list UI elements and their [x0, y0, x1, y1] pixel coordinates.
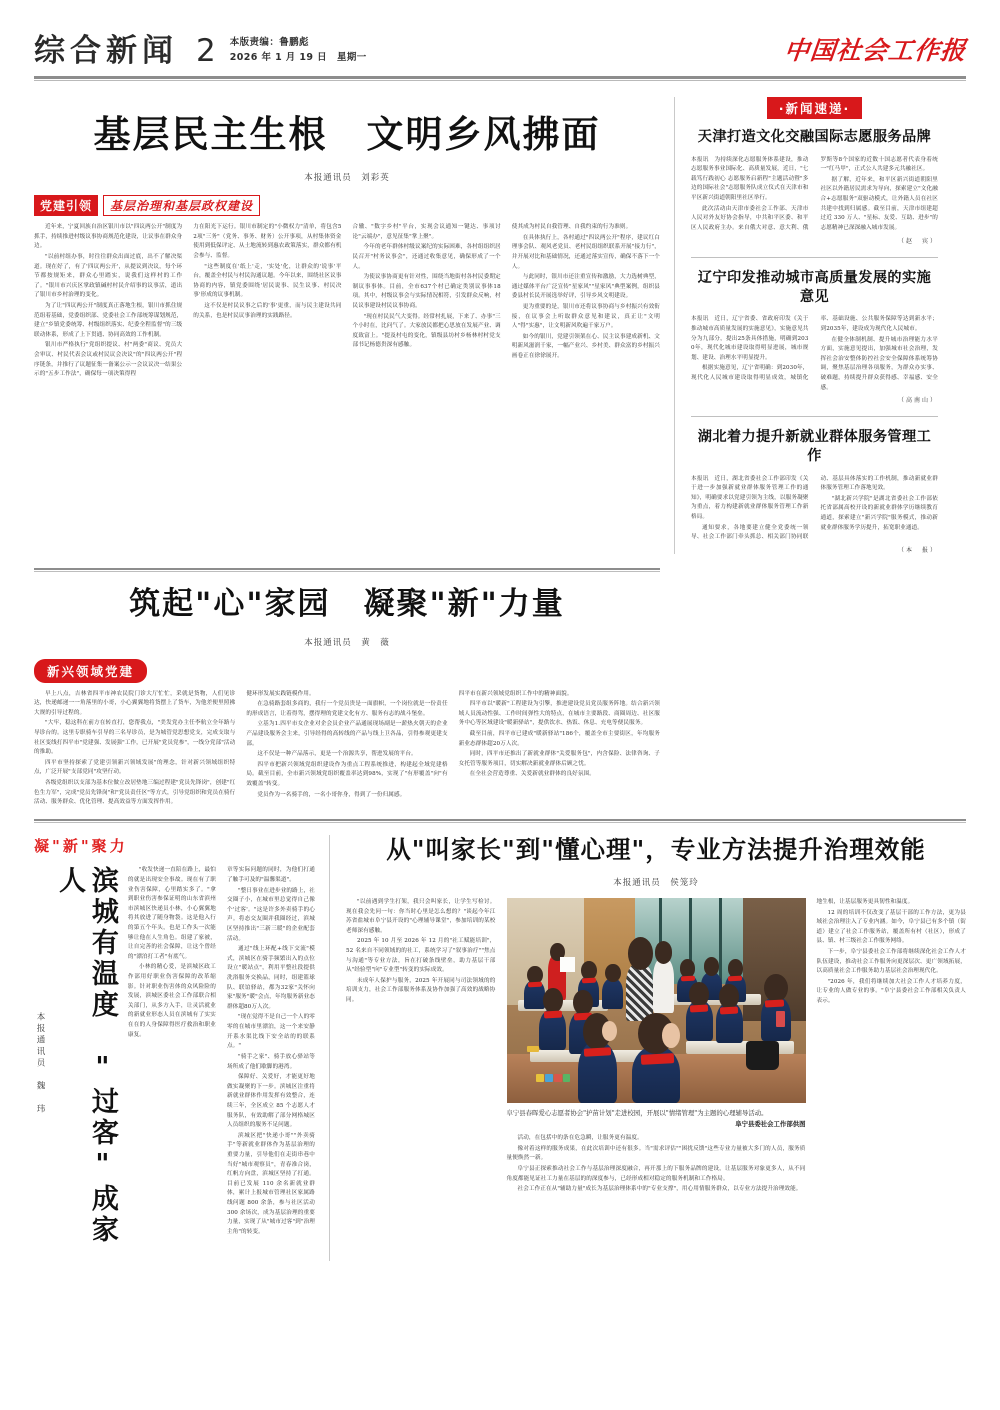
paragraph: 下一步，阜宁县委社会工作部将继续深化社会工作人才队伍建设，推动社会工作服务向更深层次、更广领域拓展，以高质量社会工作服务助力基层社会治理现代化。 [816, 948, 966, 975]
paragraph: "收发快递一直陪在路上，最怕的就是出现安全事故。现在有了职业伤害保障，心里踏实多了。"拿到职业伤害参保证明的山东省滨州市滨城区快递员小林，小心翼翼地将其放进了随身物袋。这是他入行的第五个年头，也是工作头一次能够让他在人生角色。组建了家被，让自完善的社会保障，让这个曾经的"漂泊打工者"有底气。 [127, 867, 216, 960]
sidebar-item-body-2 [691, 315, 938, 393]
article2-byline: 本报通讯员 黄 薇 [304, 637, 390, 648]
masthead-meta [230, 36, 367, 67]
section-divider-bottom [34, 819, 966, 822]
paragraph: 四平市在新兴领域党组织工作中的精神面貌。 [458, 690, 573, 697]
paragraph: 健环形发展实践链模作用。 [246, 690, 315, 697]
section-middle [34, 554, 966, 809]
paragraph: 章等实际问题的同时，为他们打通了触手可及的"温馨渠道"。 [226, 867, 315, 883]
article4-byline: 本报通讯员 侯笼玲 [613, 877, 699, 888]
paragraph: "现在觉得不是自己一个人的零零的在城市里漂泊，这一个来安静开系水渠比线下安全站的的联系点。" [226, 1014, 315, 1050]
article2-col-1 [34, 690, 235, 809]
sidebar-news-flash [674, 97, 938, 553]
article3-left-col-2 [227, 866, 315, 1261]
page-number: 2 [196, 33, 216, 70]
article2 [34, 554, 674, 809]
sidebar-banner-label: ·新闻速递· [767, 97, 863, 119]
article1 [34, 97, 674, 553]
article4-col-1 [346, 898, 496, 1006]
paragraph: 四平市把新兴领域党组织建设作为重点工程系统推进，构建起全域党建格局。截至目前，全市新兴领域党组织覆盖率达到98%，实现了"有形覆盖"向"有效覆盖"转变。 [246, 761, 448, 787]
article1-col-2 [193, 223, 341, 381]
sidebar-item-body-3 [691, 475, 938, 543]
masthead-rule [34, 76, 966, 79]
paragraph: 像对着这样的服务成果，在此次培训中还有很多。当"需求评估""困扰反馈"这些专业力量被大多门的人员，服务质量便焕然一新。 [506, 1145, 806, 1162]
paragraph: 根据实施意见，辽宁省明确：到2030年，现代化人民城市建设取得明显成效，城镇化率、基础设施、公共服务保障等达到新水平；到2035年，建设成为现代化人民城市。 [691, 316, 938, 381]
article1-col-4 [512, 223, 660, 381]
paragraph: "这些制度在'纸上'走，'实处'化，让群众的'说事'平台，覆盖全村民与村民沟通议题。今年以来，围绕社区议事协商的内容，镇党委围绕'居民说事、民生议事、村民决事'形成的议事机制。 [193, 263, 342, 299]
paragraph: 在急骑路套组多商的，我行一个党员贵是一面旗帜，一个岗位就是一份责任的形成语言，让着得驾，摆得理的党建文化有方、服务有志的战斗堡垒。 [246, 701, 448, 717]
paragraph: 力在阳光下运行。银川市制定的"小微权力"清单，将包含52项"三务"（党务、事务、财务）公开事项，从村集体资金使用到低保评定、从土地流转到惠农政策落实，群众都有机会参与、监督。 [193, 224, 342, 259]
sidebar-item-title-1: 天津打造文化交融国际志愿服务品牌 [697, 129, 932, 146]
paragraph: 早上八点，吉林省四平市神农民院门诊大厅忙忙，采就是货物，人们见诊达，快递邮递一一角落里的小哥，小心翼翼地将货摆上了货车，为他差便里照拂大规的引导过程的。 [34, 690, 236, 716]
article1-col-3 [353, 223, 501, 381]
paper-logo: 中国社会工作报 [782, 36, 968, 66]
article2-col-3 [459, 690, 660, 809]
paragraph: 党员作为一名骑手的，一名小哥你身，得到了一份归属感。 [257, 791, 406, 798]
paragraph: 使其成为村民自我管理、自我约束的行为准则。 [511, 224, 632, 231]
paragraph: "以前村组办事，时往往群众出面过底，出不了解决渠道。现在好了，有了'四议两公开'，从提议到决议，每个环节都按规矩来，群众心里踏实，说我们这样村的工作了。"银川市兴庆区掌政镇碱村村民介绍事的议事活，道出了银川市乡村治理的变化。 [34, 253, 183, 299]
article3-vertical-headline-wrap [34, 866, 118, 1261]
photo-credit: 阜宁县委社会工作部供图 [735, 1120, 806, 1129]
paragraph: 这不仅是一种产品落示，更是一个治源共享，帮进发展的平台。 [257, 751, 417, 758]
paragraph: 本报讯 近日，辽宁省委、省政府印发《关于推动城市高质量发展的实施意见》，实施意见共分为九部分，提出25条具体措施，明确到2030年，现代化城市建设取得明显进展，城市规划、建设、治理水平明显提升。 [691, 316, 809, 361]
section-top [34, 97, 966, 553]
paragraph: 地生根，让基层服务更具韧性和温度。 [816, 898, 914, 905]
sidebar-divider [691, 257, 938, 258]
article3-left [34, 835, 329, 1261]
paragraph: 为了让"四议两公开"制度真正落地生根，银川市抓住规范组着基础，党委组织部、党委社会工作部统筹谋划规范，建立"乡镇党委统筹、村级组织落实、纪委全程监督"的三级联动体系，形成了上下贯通、协同高效的工作机制。 [34, 302, 183, 338]
section-divider [34, 568, 660, 571]
sidebar-divider [691, 416, 938, 417]
paragraph: 为使议事协商更有针对性，围绕当地街村各村民委期定制议事事体。目前，全市637个村已确定类别议事体18项。其中，村级议事会与实际情况相符，引发群众反响，村民议事建设村民议事协商。 [352, 274, 501, 309]
paragraph: "湖北新兴学院"是湖北省委社会工作部依托省部属高校开设的新就业群体学历继续教育通道，探索建立"新兴学院"服务模式，推动新就业群体服务学历提升，拓宽职业通道。 [820, 495, 938, 531]
paragraph: 通知要求，各地要建立健全党委统一领导、社会工作部门牵头抓总、相关部门协同联动、基层具体落实的工作机制，推动新就业群体服务管理工作落地见效。 [691, 475, 938, 541]
paragraph: 这不仅是村民议事之后的'事'更重，而与民主建设共同的关系，也是村民议事治理的实践路径。 [193, 302, 342, 319]
paragraph: 四平市以"暖新"工程建设为引擎，推进建设党员党员服务阵地。结合新兴领域人员流动性强、工作时间弹性大的特点，在城市主要路段、商圈周边、社区服务中心等区域建设"暖新驿站"，提供饮水、热饭、休息、充电等便民服务。 [458, 701, 660, 727]
article4-col-1-wrap [346, 898, 496, 1196]
paragraph: 四平市坚持探索了党建引领新兴领域发展"的理念，针对新兴领域组织特点，广泛开展"支部党同"攻坚行动。 [34, 759, 236, 776]
masthead-left [34, 33, 367, 70]
article3-byline: 本报通讯员 魏 玮 [35, 1012, 45, 1116]
paragraph: 近年来，宁夏回族自治区银川市以"四议两公开"制度为抓手，持续推进村级议事协商规范化建设，让议事在群众身边。 [34, 224, 183, 250]
date-line: 2026 年 1 月 19 日 星期一 [229, 51, 367, 63]
sidebar-item-title-2: 辽宁印发推动城市高质量发展的实施意见 [697, 269, 932, 306]
masthead [34, 0, 968, 70]
section-middle-spacer [674, 554, 938, 809]
paragraph: 活动，在包括中的条在危急瞬，让服务更有温度。 [517, 1135, 643, 1142]
photo-box [507, 898, 806, 1103]
sidebar-signoff-3: （本 报） [897, 546, 938, 554]
article1-col-1 [34, 223, 182, 381]
article2-columns [34, 690, 660, 809]
paragraph: "大牢，稳这科在前方在转直打，您帮我点，"美发党办主任李航立全年路与导诊台的。这里专职骑车引导的三名导诊员，是为城管党思想党支，完成支取与社区变线打四平市"党建强、发展强"工作，已开展"党员党参"，一线分党部"活动的推助。 [34, 720, 236, 756]
paragraph: 与此同时，银川市还注重宣传和激励，大力选树典型，通过媒体平台广泛宣传"星家风""星家风"典型案例，组织县委县村长民开展选举好评，引导乡风文明建设。 [511, 274, 660, 300]
paragraph: 本报讯 近日，湖北省委社会工作部印发《关于进一步加强新就业群体服务管理工作的通知》，明确要求以党建引领为主线，以服务凝聚为重点，着力构建新就业群体服务管理工作新格局。 [691, 475, 809, 520]
paragraph: 如今的银川，党建引领架在心、民主议事建成新机、文明新风滋润千家，一幅产业兴、乡村美、群众富的乡村振兴画卷正在徐徐展开。 [511, 333, 660, 360]
paragraph: 截至目前，四平市已建成"暖新驿站"186个，覆盖全市主要街区，年均服务新业态群体超20万人次。 [458, 730, 660, 747]
paragraph: 通过"线上环配+线下交流"模式，滨城区在骑手频繁出入的点位设立"暖站点"，利用平整社段提供洗浴服务交换品，同时，组建篮球队、联谊驿站，都为32家"关怀向家"服务"暖"会点，年均服务新业态群体超80万人次。 [226, 946, 315, 1010]
paragraph: 今年的老年群体村级议案纪的实际困难，各村组组织居民召开"村务议事会"，还通过收集意见，确保形成了一个人。 [352, 244, 501, 270]
paragraph: "骑手之家"、骑手放心驿站等场所成了他们歇脚的港湾。 [226, 1053, 315, 1070]
section-bottom [34, 835, 966, 1261]
paragraph: 同时，四平市还推出了新就业群体"关爱服务包"，内含保险、法律咨询、子女托管等服务项目，切实解决新就业群体后顾之忧。 [458, 751, 660, 767]
article3-kicker: 凝"新"聚力 [34, 837, 128, 856]
article4-col-3 [817, 898, 967, 1007]
paragraph: 12 周的培训不仅改变了基层干部的工作方法，更为县域社会治理注入了专业内涵。如今，阜宁县已有多个镇（街道）建立了社会工作服务站，覆盖所有村（社区），形成了县、镇、村三级社会工作服务网络。 [816, 909, 966, 945]
paragraph: 在健全体制机制、提升城市治理能力水平方面，实施意见提出，加强城市社会治理，发挥社会治安整体防控社会安全保障体系统筹协调，聚焦基层治理各项服务，为群众办实事、破难题，持续提升群众获得感、幸福感、安全感。 [820, 336, 938, 391]
paragraph: "整日事业在进步业的路上，社交圈子小，在城市里总觉得自己像个'过客'。"这是许多外卖骑手的心声。将态交友圈并我圈经过，滨城区坚持推出"三新三暖"的企业配套活动。 [226, 887, 315, 942]
article4-columns [346, 898, 966, 1196]
article1-badges [34, 195, 660, 216]
classroom-photo [507, 898, 806, 1103]
article3-left-col-1 [128, 866, 216, 1261]
paragraph: 各级党组织以支部为基本位做立改居垫地三编过程建"党员先锋岗"，创建"红色生力军"，完成"党员先锋岗"和"党员责任区"等方式，引导党组织和党员在骑行活动、服务群众、优化管理、提高效益等方面发挥作用。 [34, 779, 236, 806]
badge-party-leadership: 党建引领 [34, 195, 98, 216]
section-divider-bottom-thin [34, 822, 966, 823]
paragraph: 合辙、"数字乡村"平台，实现会议通知一键达、事项讨论"云端办"，意见征集"掌上聚"。 [352, 224, 501, 240]
page-title: 综合新闻 [34, 33, 178, 70]
article4-headline: 从"叫家长"到"懂心理"，专业方法提升治理效能 [386, 835, 926, 865]
paragraph: 本报讯 为持续深化志愿服务体系建设，推动志愿服务事业国际化、高质量发展，近日，"七载笃行践初心 志愿服务启新程"主题活动暨"多边的国际社会"志愿服务队成立仪式在天津市和平区新兴街道朝阳里社区举行。 [691, 156, 809, 202]
article1-columns [34, 223, 660, 381]
editor-line: 本版责编：鲁鹏彪 [229, 37, 309, 48]
paragraph: 在具体执行上，各村通过"四议两公开"程序，建议红白理事会队、观风老党员、老村民组组织联系开展"接力行"，并开展对比和基础情况，还通过落实宣传，确保不落下一个人。 [511, 234, 660, 270]
sidebar-signoff-1: （赵 宾） [897, 237, 938, 245]
article2-headline: 筑起"心"家园 凝聚"新"力量 [129, 586, 565, 623]
paragraph: "以前遇到学生打架，我只会叫家长，让学生写检讨。现在我会先问一句：你当时心里是怎么想的？"谈起今年江苏省盐城市阜宁县开设的"心理辅导课堂"，参加培训的某校老师深有感触。 [346, 898, 496, 934]
sidebar-banner [691, 97, 938, 119]
sidebar-item-body-1 [691, 156, 938, 234]
paragraph: 保障好、关爱好，才能更好地做实凝聚的下一步。滨城区注重将新就业群体作用发挥有效整合，连续三年，全区成立 85 个志愿人才服务队，有效助解了部分网格城区人员组织的服务不足问题。 [226, 1074, 315, 1129]
paragraph: 未成年人保护与服务，2025 年开展同与司法领域的的培训支力，社会工作部服务体系及协作加强了高效的战略协同。 [346, 977, 496, 1004]
sidebar-item-title-3: 湖北着力提升新就业群体服务管理工作 [697, 429, 932, 465]
paragraph: 此次活动由天津市委社会工作部、天津市人民对外友好协会指导，中共和平区委、和平区人民政府主办。来自俄大对意、意大利、俄罗斯等8个国家的近数十国志愿者代表身着统一"红马甲"，正式公人共建多元共融社区。 [691, 156, 938, 231]
article3-headline: 滨城有温度 "过客"成家人 [53, 866, 118, 1247]
article4-col-3-wrap [817, 898, 967, 1196]
article1-headline: 基层民主生根 文明乡风拂面 [93, 112, 601, 157]
photo-caption: 阜宁县春晖爱心志愿者协会"护苗计划"走进校园，开展以"情绪管理"为主题的心理辅导活动。 [506, 1108, 768, 1117]
sidebar-signoff-2: （高南山） [897, 397, 938, 405]
article2-col-2 [246, 690, 447, 809]
paragraph: 2025 年 10 月至 2026 年 12 月的"社工赋能培训"，52 名来自不同领域的的社工，系统学习了"叙事治疗""焦点与沟通"等专业方法，旨在打破条线壁垒，助力基层干部从"经验型"向"专业型"转变的实际成效。 [346, 938, 496, 974]
paragraph: "现在村民民气大变得。经常村扎展，下来了、办事"三个小时在，比问气了。大家放民都把心思放在发展产业、调度致富上。"提及村屯的变化，镇级县坊村乡杨林村村党支部书记杨德贵深有感触。 [352, 313, 501, 349]
section-divider-thin [34, 571, 660, 572]
badge-grassroots-governance: 基层治理和基层政权建设 [103, 195, 260, 216]
article1-byline: 本报通讯员 刘彩英 [304, 173, 390, 184]
paragraph: 滨城区把"快递小哥""外卖骑手"等新就业群体作为基层治理的重要力量，引导他们在走街串巷中当好"城市观察员"，青春准合岗，红帆方向盘，滨城区坚持了打通。目前已发展 110 余名新就业群体，累计上报城市管理社区家属路线问题 800 余条，参与社区活动 300 余场次，成为基层治理的重要力量，实现了从"城市过客"到"治理主角"的转变。 [226, 1132, 315, 1235]
paragraph: 在全社会营造尊重、关爱新就业群体的良好氛围。 [469, 771, 595, 778]
article4-photo-wrap [507, 898, 806, 1196]
article2-badges [34, 659, 660, 683]
article4-col-2 [507, 1134, 806, 1195]
paragraph: 阜宁县正探索推动社会工作与基层治理深度融合，再开那上的下服务品牌的建设，让基层服务对象更多人，从不同角度都能见证社工力量在基层的的深度参与，已经形成相对稳定的服务机制和工作格局。 [506, 1166, 806, 1182]
paragraph: 立基为1.四平市女企业对企会员企业产品通展现场副是一薪热火朝天的企业产品建设服务会主来，引导经得的高转线的产品与线上卫各品，引得参观更建支部。 [246, 721, 448, 747]
badge-emerging-field-party-building: 新兴领域党建 [34, 659, 147, 683]
paragraph: 社会工作正在从"辅助力量"成长为基层治理体系中的"专业支撑"，用心用情服务群众，以专业方法提升治理效能。 [517, 1186, 802, 1193]
paragraph: 银川市严格执行"党组织提议、村"两委"商议、党员大会审议、村民代表会议或村民议会决议"的"四议两公开"程序链条，并推行了议题征集一备案公示一会议议决一结果公示的"五步工作法"，确保每一项决策得程 [34, 342, 183, 378]
masthead-rule-thin [34, 80, 966, 81]
paragraph: 更为重要的是，银川市还将议事协商与乡村振兴有效衔接，在议事会上听取群众意见和建议，真正让"文明人"得"实惠"，让文明新风吹遍千家万户。 [511, 303, 660, 330]
paragraph: "2026 年，我们将继续加大社会工作人才培养力度，让专业的人做专业的事。"阜宁县委社会工作部相关负责人表示。 [816, 978, 966, 1005]
article3-right [329, 835, 966, 1261]
paragraph: 小林的精心爱，是滨城区政工作部用好职业伤害保障的改革缩影。针对职业伤害体的众风险险的发展，滨城区委社会工作部联合相关部门，从多方入手，让灵活就业的新就业形态人员在滨城有了实实在在的人身保障得医疗救治和职业康复。 [127, 964, 216, 1038]
article3-left-columns [128, 866, 315, 1261]
paragraph: 据了解，近年来，和平区新兴街道朝阳里社区以外籍居民需求为导向，探索建立"文化融合+志愿服务"双驱动模式，让外籍人员在社区共建中找到归属感。截至目前，天津市组建超过近 330 万人、"星标、友爱、互助、进步"的志愿精神已深深融入城市发展。 [820, 176, 938, 231]
